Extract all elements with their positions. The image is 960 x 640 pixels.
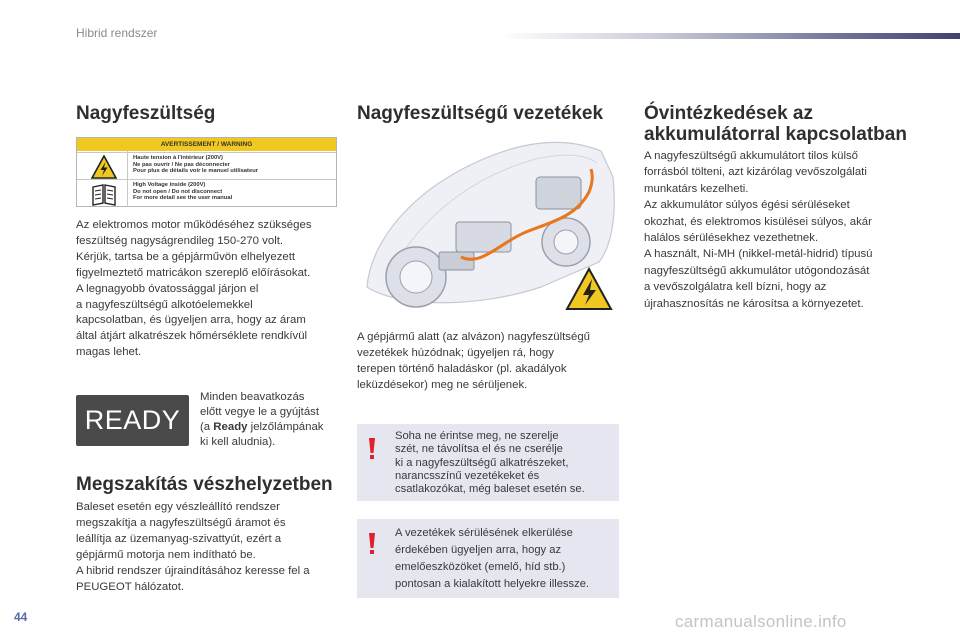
text-line: figyelmeztető matricákon szereplő előírásokat. (76, 266, 311, 279)
warning-line: Haute tension à l'intérieur (200V) (133, 155, 223, 161)
warning-sticker-band: AVERTISSEMENT / WARNING (77, 138, 336, 151)
text-line: újrahasznosítás ne károsítsa a környezetet. (644, 297, 864, 310)
hv-cables-paragraph (357, 330, 627, 394)
heading-line: akkumulátorral kapcsolatban (644, 124, 907, 145)
heading-battery-precautions (644, 103, 934, 145)
text-line: Soha ne érintse meg, ne szerelje (395, 430, 559, 442)
section-title: Hibrid rendszer (76, 26, 158, 40)
text-line: emelőeszközöket (emelő, híd stb.) (395, 561, 566, 573)
text-line: leállítja az üzemanyag-szivattyút, ezért a (76, 532, 282, 545)
text-line: Az akkumulátor súlyos égési sérüléseket (644, 199, 850, 212)
warning-sticker (76, 137, 337, 207)
text-line: a nagyfeszültségű alkotóelemekkel (76, 298, 253, 311)
text-line: halálos sérülésekhez vezethetnek. (644, 232, 819, 245)
text-line: vezetékek húzódnak; ügyeljen rá, hogy (357, 346, 554, 359)
text-line: érdekében ügyeljen arra, hogy az (395, 544, 562, 556)
ready-note (200, 390, 345, 450)
high-voltage-paragraph (76, 218, 346, 361)
text-line: kapcsolatban, és ügyeljen arra, hogy az áram (76, 314, 306, 327)
high-voltage-warning-icon (91, 155, 117, 179)
text-line: ki kell aludnia). (200, 436, 276, 448)
notice-text (395, 525, 617, 593)
text-line: Kérjük, tartsa be a gépjárművön elhelyezett (76, 250, 296, 263)
warning-sticker-row-fr (77, 152, 336, 180)
notice-box-do-not-touch (357, 424, 619, 501)
text-line: Baleset esetén egy vészleállító rendszer (76, 501, 280, 513)
ready-keyword: Ready (213, 421, 248, 433)
watermark: carmanualsonline.info (675, 612, 847, 631)
text-line: Minden beavatkozás (200, 391, 305, 403)
text-line: ki a nagyfeszültségű alkatrészeket, (395, 456, 569, 469)
ready-indicator-badge (76, 395, 189, 446)
text-line: A használt, Ni-MH (nikkel-metál-hidrid) típusú (644, 248, 873, 261)
text-line: terepen történő haladáskor (pl. akadályok (357, 362, 567, 375)
text-line: által átjárt alkatrészek hőmérséklete rendkívül (76, 330, 308, 343)
exclamation-icon (368, 533, 376, 555)
warning-line: Pour plus de détails voir le manuel utilisateur (133, 168, 258, 175)
emergency-paragraph (76, 500, 346, 595)
text-line: pontosan a kialakított helyekre illessze. (395, 578, 590, 590)
text-line: megszakítja a nagyfeszültségű áramot és (76, 516, 286, 529)
text-line: munkatárs kezelheti. (644, 182, 749, 195)
text-line: feszültség nagyságrendileg 150-270 volt. (76, 234, 284, 247)
hybrid-car-cutaway-illustration (361, 137, 620, 315)
warning-line: High Voltage inside (200V) (133, 182, 206, 188)
text-line (200, 420, 345, 435)
heading-emergency-cutoff: Megszakítás vészhelyzetben (76, 474, 333, 495)
heading-high-voltage: Nagyfeszültség (76, 103, 216, 124)
text-line: A gépjármű alatt (az alvázon) nagyfeszültségű (357, 331, 591, 343)
text-line: forrásból tölteni, azt kizárólag vevőszolgálati (644, 166, 867, 179)
notice-text (395, 430, 617, 496)
text-line: A hibrid rendszer újraindításához keresse fel a (76, 564, 310, 577)
text-line: szét, ne távolítsa el és ne cserélje (395, 443, 563, 456)
exclamation-icon (368, 438, 376, 460)
heading-line: Óvintézkedések az (644, 103, 813, 124)
text-line: A legnagyobb óvatossággal járjon el (76, 282, 259, 295)
warning-line: Do not open / Do not disconnect (133, 188, 223, 195)
text-line: okozhat, és elektromos kisülései súlyos, akár (644, 215, 872, 228)
text-line: A vezetékek sérülésének elkerülése (395, 527, 573, 539)
text-line: a vevőszolgálatra kell bízni, hogy az (644, 281, 827, 294)
text-line: nagyfeszültségű akkumulátor utógondozását (644, 264, 870, 277)
text-line: narancsszínű vezetékeket és (395, 469, 540, 482)
notice-box-lifting-points (357, 519, 619, 598)
text-span: (a (200, 421, 214, 433)
text-line: csatlakozókat, még baleset esetén se. (395, 483, 585, 496)
text-line: PEUGEOT hálózatot. (76, 580, 185, 593)
battery-paragraph (644, 148, 924, 312)
warning-sticker-row-en (77, 179, 336, 207)
warning-line: Ne pas ouvrir / Ne pas déconnecter (133, 161, 230, 168)
heading-hv-cables: Nagyfeszültségű vezetékek (357, 103, 604, 124)
warning-sticker-en-text (133, 182, 333, 202)
warning-line: For more detail see the user manual (133, 195, 233, 202)
ready-indicator-label: READY (84, 405, 181, 435)
warning-sticker-fr-text (133, 155, 333, 175)
header-gradient-bar (500, 33, 960, 39)
manual-book-icon (91, 182, 117, 206)
text-line: leküzdésekor) meg ne sérüljenek. (357, 378, 528, 391)
text-line: A nagyfeszültségű akkumulátort tilos külső (644, 150, 859, 162)
text-span: jelzőlámpának (247, 421, 324, 433)
text-line: magas lehet. (76, 346, 142, 359)
page-number: 44 (14, 610, 28, 624)
text-line: előtt vegye le a gyújtást (200, 406, 320, 418)
text-line: gépjármű motorja nem indítható be. (76, 548, 256, 561)
text-line: Az elektromos motor működéséhez szükséges (76, 219, 312, 231)
